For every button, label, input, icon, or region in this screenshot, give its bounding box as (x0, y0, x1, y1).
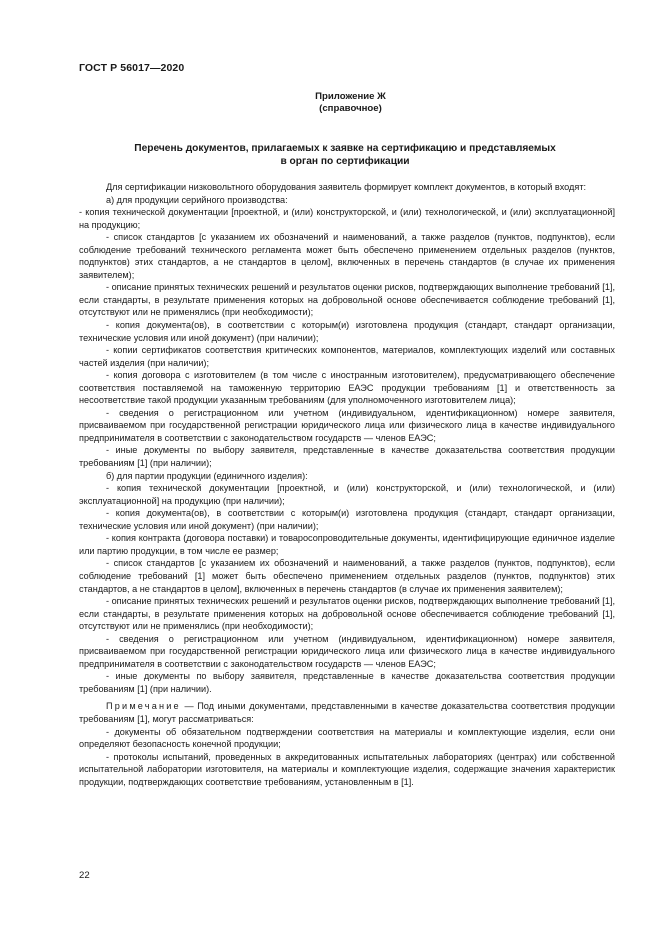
paragraph-section-a: а) для продукции серийного производства: (106, 194, 288, 205)
note-label: Примечание (106, 701, 181, 712)
appendix-label: Приложение Ж (315, 91, 386, 102)
list-item: - иные документы по выбору заявителя, представленные в качестве доказательства соответствия продукции требованиям [1] (при наличии); (79, 445, 615, 469)
note-item: - протоколы испытаний, проведенных в аккредитованных испытательных лабораториях (центрах) или собственной испытательной лаборатории изготовителя, на материалы и комплектующие изделия, содержащие значения характеристик продукции, подтверждающих соответствие требованиям, установленным в [1]. (79, 751, 615, 787)
list-item: - копии сертификатов соответствия критических компонентов, материалов, комплектующих изделий или составных частей изделия (при наличии); (79, 345, 615, 368)
document-title (90, 143, 600, 168)
list-item: - описание принятых технических решений и результатов оценки рисков, подтверждающих выполнение требований [1], если стандарты, в результате применения которых на добровольной основе обеспечивается соблюдение требований [1], отсутствуют или не применялись (при необходимости); (79, 596, 615, 632)
appendix-heading (0, 91, 661, 115)
note-item: - документы об обязательном подтверждении соответствия на материалы и комплектующие изделия, если они определяют безопасность конечной продукции; (79, 726, 615, 750)
standard-code: ГОСТ Р 56017—2020 (79, 62, 185, 74)
paragraph-intro: Для сертификации низковольтного оборудования заявитель формирует комплект документов, в который входят: (106, 182, 587, 192)
list-item: - копия технической документации [проектной, и (или) конструкторской, и (или) технологической, и (или) эксплуатационной] на продукцию; (79, 207, 615, 230)
appendix-kind: (справочное) (319, 103, 382, 114)
list-item: - список стандартов [с указанием их обозначений и наименований, а также разделов (пунктов, подпунктов), если соблюдение требований технического регламента может быть обеспечено применением отдельных разделов (пунктов, подпунктов) этих стандартов, а не стандартов в целом], включенных в перечень стандартов (в случае их применения заявителем); (79, 232, 615, 280)
list-item: - копия технической документации [проектной, и (или) конструкторской, и (или) технологической, и (или) эксплуатационной] на продукцию (при наличии); (79, 483, 615, 506)
list-item: - список стандартов [с указанием их обозначений и наименований, а также разделов (пунктов, подпунктов), если соблюдение требований [1] может быть обеспечено применением отдельных разделов (пунктов, подпунктов) этих стандартов, а не стандартов в целом], включенных в перечень стандартов (в случае их применения заявителем); (79, 558, 615, 594)
list-item: - копия документа(ов), в соответствии с которым(и) изготовлена продукция (стандарт, стандарт организации, технические условия или иной документ) (при наличии); (79, 320, 615, 343)
list-item: - копия контракта (договора поставки) и товаросопроводительные документы, идентифицирующие единичное изделие или партию продукции, в том числе ее размер; (79, 533, 615, 556)
list-item: - копия договора с изготовителем (в том числе с иностранным изготовителем), предусматривающего обеспечение соответствия поставляемой на таможенную территорию ЕАЭС продукции требованиям [1] и ответственность за несоответствие такой продукции указанным требованиям (для уполномоченного изготовителем лица); (79, 370, 615, 406)
list-item: - копия документа(ов), в соответствии с которым(и) изготовлена продукция (стандарт, стандарт организации, технические условия или иной документ) (при наличии); (79, 508, 615, 531)
title-line-1: Перечень документов, прилагаемых к заявке на сертификацию и представляемых (134, 143, 556, 154)
paragraph-section-b: б) для партии продукции (единичного изделия): (106, 470, 308, 481)
list-item: - сведения о регистрационном или учетном (индивидуальном, идентификационном) номере заявителя, присваиваемом при государственной регистрации юридического лица или физического лица в качестве индивидуального предпринимателя в соответствии с законодательством государств — членов ЕАЭС; (79, 633, 615, 669)
document-body (79, 181, 615, 788)
title-line-2: в орган по сертификации (280, 155, 410, 167)
page-number: 22 (79, 870, 90, 881)
list-item: - описание принятых технических решений и результатов оценки рисков, подтверждающих выполнение требований [1], если стандарты, в результате применения которых на добровольной основе обеспечивается соблюдение требований [1], отсутствуют или не применялись (при необходимости); (79, 282, 615, 318)
note-paragraph (79, 700, 615, 725)
note-intro: — Под иными документами, представленными в качестве доказательства соответствия продукции требованиям [1], могут рассматриваться: (79, 701, 615, 724)
list-item: - сведения о регистрационном или учетном (индивидуальном, идентификационном) номере заявителя, присваиваемом при государственной регистрации юридического лица или физического лица в качестве индивидуального предпринимателя в соответствии с законодательством государств — членов ЕАЭС; (79, 407, 615, 443)
list-item: - иные документы по выбору заявителя, представленные в качестве доказательства соответствия продукции требованиям [1] (при наличии). (79, 671, 615, 694)
